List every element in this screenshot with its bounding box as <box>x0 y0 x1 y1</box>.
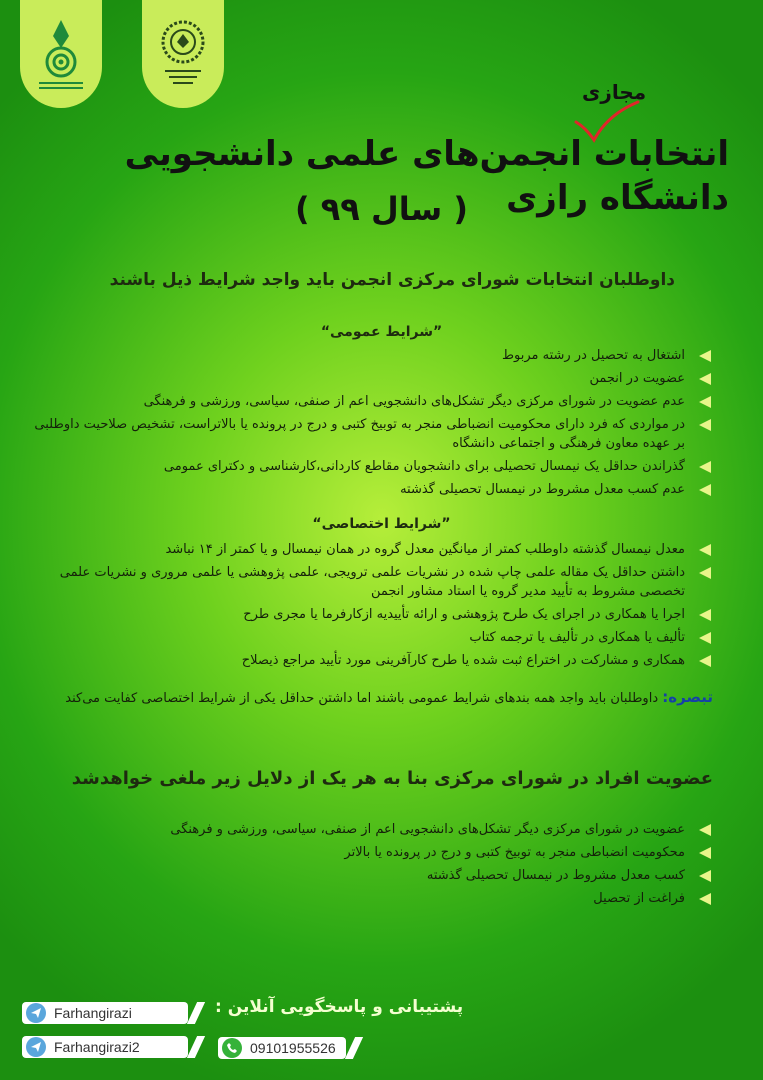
arrow-icon <box>699 824 711 836</box>
list-item: اجرا یا همکاری در اجرای یک طرح پژوهشی و ارائه تأییدیه ازکارفرما یا مجری طرح <box>33 605 713 624</box>
list-item: محکومیت انضباطی منجر به توبیخ کتبی و درج در پرونده یا بالاتر <box>33 843 713 862</box>
support-label: پشتیبانی و پاسخگویی آنلاین : <box>215 997 464 1017</box>
list-item: عضویت در انجمن <box>33 369 713 388</box>
telegram-link-1[interactable] <box>22 1002 188 1024</box>
phone-number: 09101955526 <box>250 1040 336 1056</box>
arrow-icon <box>699 847 711 859</box>
razi-university-logo <box>142 0 224 108</box>
list-item: عضویت در شورای مرکزی دیگر تشکل‌های دانشجویی اعم از صنفی، سیاسی، ورزشی و فرهنگی <box>33 820 713 839</box>
year-subtitle: ( سال ۹۹ ) <box>295 190 468 228</box>
page-title: انتخابات انجمن‌های علمی دانشجویی دانشگاه رازی <box>124 134 729 218</box>
intro-text: داوطلبان انتخابات شورای مرکزی انجمن باید واجد شرایط ذیل باشند <box>109 270 675 290</box>
arrow-icon <box>699 544 711 556</box>
arrow-icon <box>699 655 711 667</box>
student-associations-logo <box>20 0 102 108</box>
telegram-handle: Farhangirazi <box>54 1005 132 1021</box>
list-item: گذراندن حداقل یک نیمسال تحصیلی برای دانشجویان مقاطع کاردانی،کارشناسی و دکترای عمومی <box>33 457 713 476</box>
special-conditions-heading: ”شرایط اختصاصی“ <box>312 516 451 532</box>
list-item: فراغت از تحصیل <box>33 889 713 908</box>
note-text: داوطلبان باید واجد همه بندهای شرایط عمومی باشند اما داشتن حداقل یکی از شرایط اختصاصی کفایت می‌کند <box>65 691 659 706</box>
arrow-icon <box>699 419 711 431</box>
arrow-icon <box>699 461 711 473</box>
list-item: معدل نیمسال گذشته داوطلب کمتر از میانگین معدل گروه در همان نیمسال و یا کمتر از ۱۴ نباشد <box>33 540 713 559</box>
arrow-icon <box>699 870 711 882</box>
arrow-icon <box>699 609 711 621</box>
virtual-label: مجازی <box>582 80 647 104</box>
list-item: همکاری و مشارکت در اختراع ثبت شده یا طرح کارآفرینی مورد تأیید مراجع ذیصلاح <box>33 651 713 670</box>
general-conditions-list <box>33 346 713 503</box>
arrow-icon <box>699 373 711 385</box>
whatsapp-phone-icon <box>222 1038 242 1058</box>
association-emblem-icon <box>31 14 91 94</box>
list-item: کسب معدل مشروط در نیمسال تحصیلی گذشته <box>33 866 713 885</box>
note-label: تبصره: <box>662 688 713 706</box>
special-conditions-list <box>33 540 713 674</box>
arrow-icon <box>699 350 711 362</box>
university-seal-icon <box>153 14 213 94</box>
arrow-icon <box>699 632 711 644</box>
phone-link[interactable] <box>218 1037 346 1059</box>
telegram-icon <box>26 1003 46 1023</box>
telegram-link-2[interactable] <box>22 1036 188 1058</box>
list-item: در مواردی که فرد دارای محکومیت انضباطی منجر به توبیخ کتبی و درج در پرونده یا بالاتراست، تشخیص صلاحیت داوطلبی بر عهده معاون فرهنگی و اجتماعی دانشگاه <box>33 415 713 453</box>
list-item: عدم کسب معدل مشروط در نیمسال تحصیلی گذشته <box>33 480 713 499</box>
arrow-icon <box>699 396 711 408</box>
arrow-icon <box>699 567 711 579</box>
general-conditions-heading: ”شرایط عمومی“ <box>320 324 443 340</box>
list-item: داشتن حداقل یک مقاله علمی چاپ شده در نشریات علمی ترویجی، علمی پژوهشی یا علمی مروری و نشریات علمی تخصصی مشروط به تأیید مدیر گروه یا استاد مشاور انجمن <box>33 563 713 601</box>
telegram-handle: Farhangirazi2 <box>54 1039 140 1055</box>
membership-heading: عضویت افراد در شورای مرکزی بنا به هر یک از دلایل زیر ملغی خواهدشد <box>71 768 713 789</box>
note-paragraph <box>53 686 713 710</box>
list-item: اشتغال به تحصیل در رشته مربوط <box>33 346 713 365</box>
list-item: عدم عضویت در شورای مرکزی دیگر تشکل‌های دانشجویی اعم از صنفی، سیاسی، ورزشی و فرهنگی <box>33 392 713 411</box>
arrow-icon <box>699 893 711 905</box>
telegram-icon <box>26 1037 46 1057</box>
membership-list <box>33 820 713 912</box>
arrow-icon <box>699 484 711 496</box>
list-item: تألیف یا همکاری در تألیف یا ترجمه کتاب <box>33 628 713 647</box>
